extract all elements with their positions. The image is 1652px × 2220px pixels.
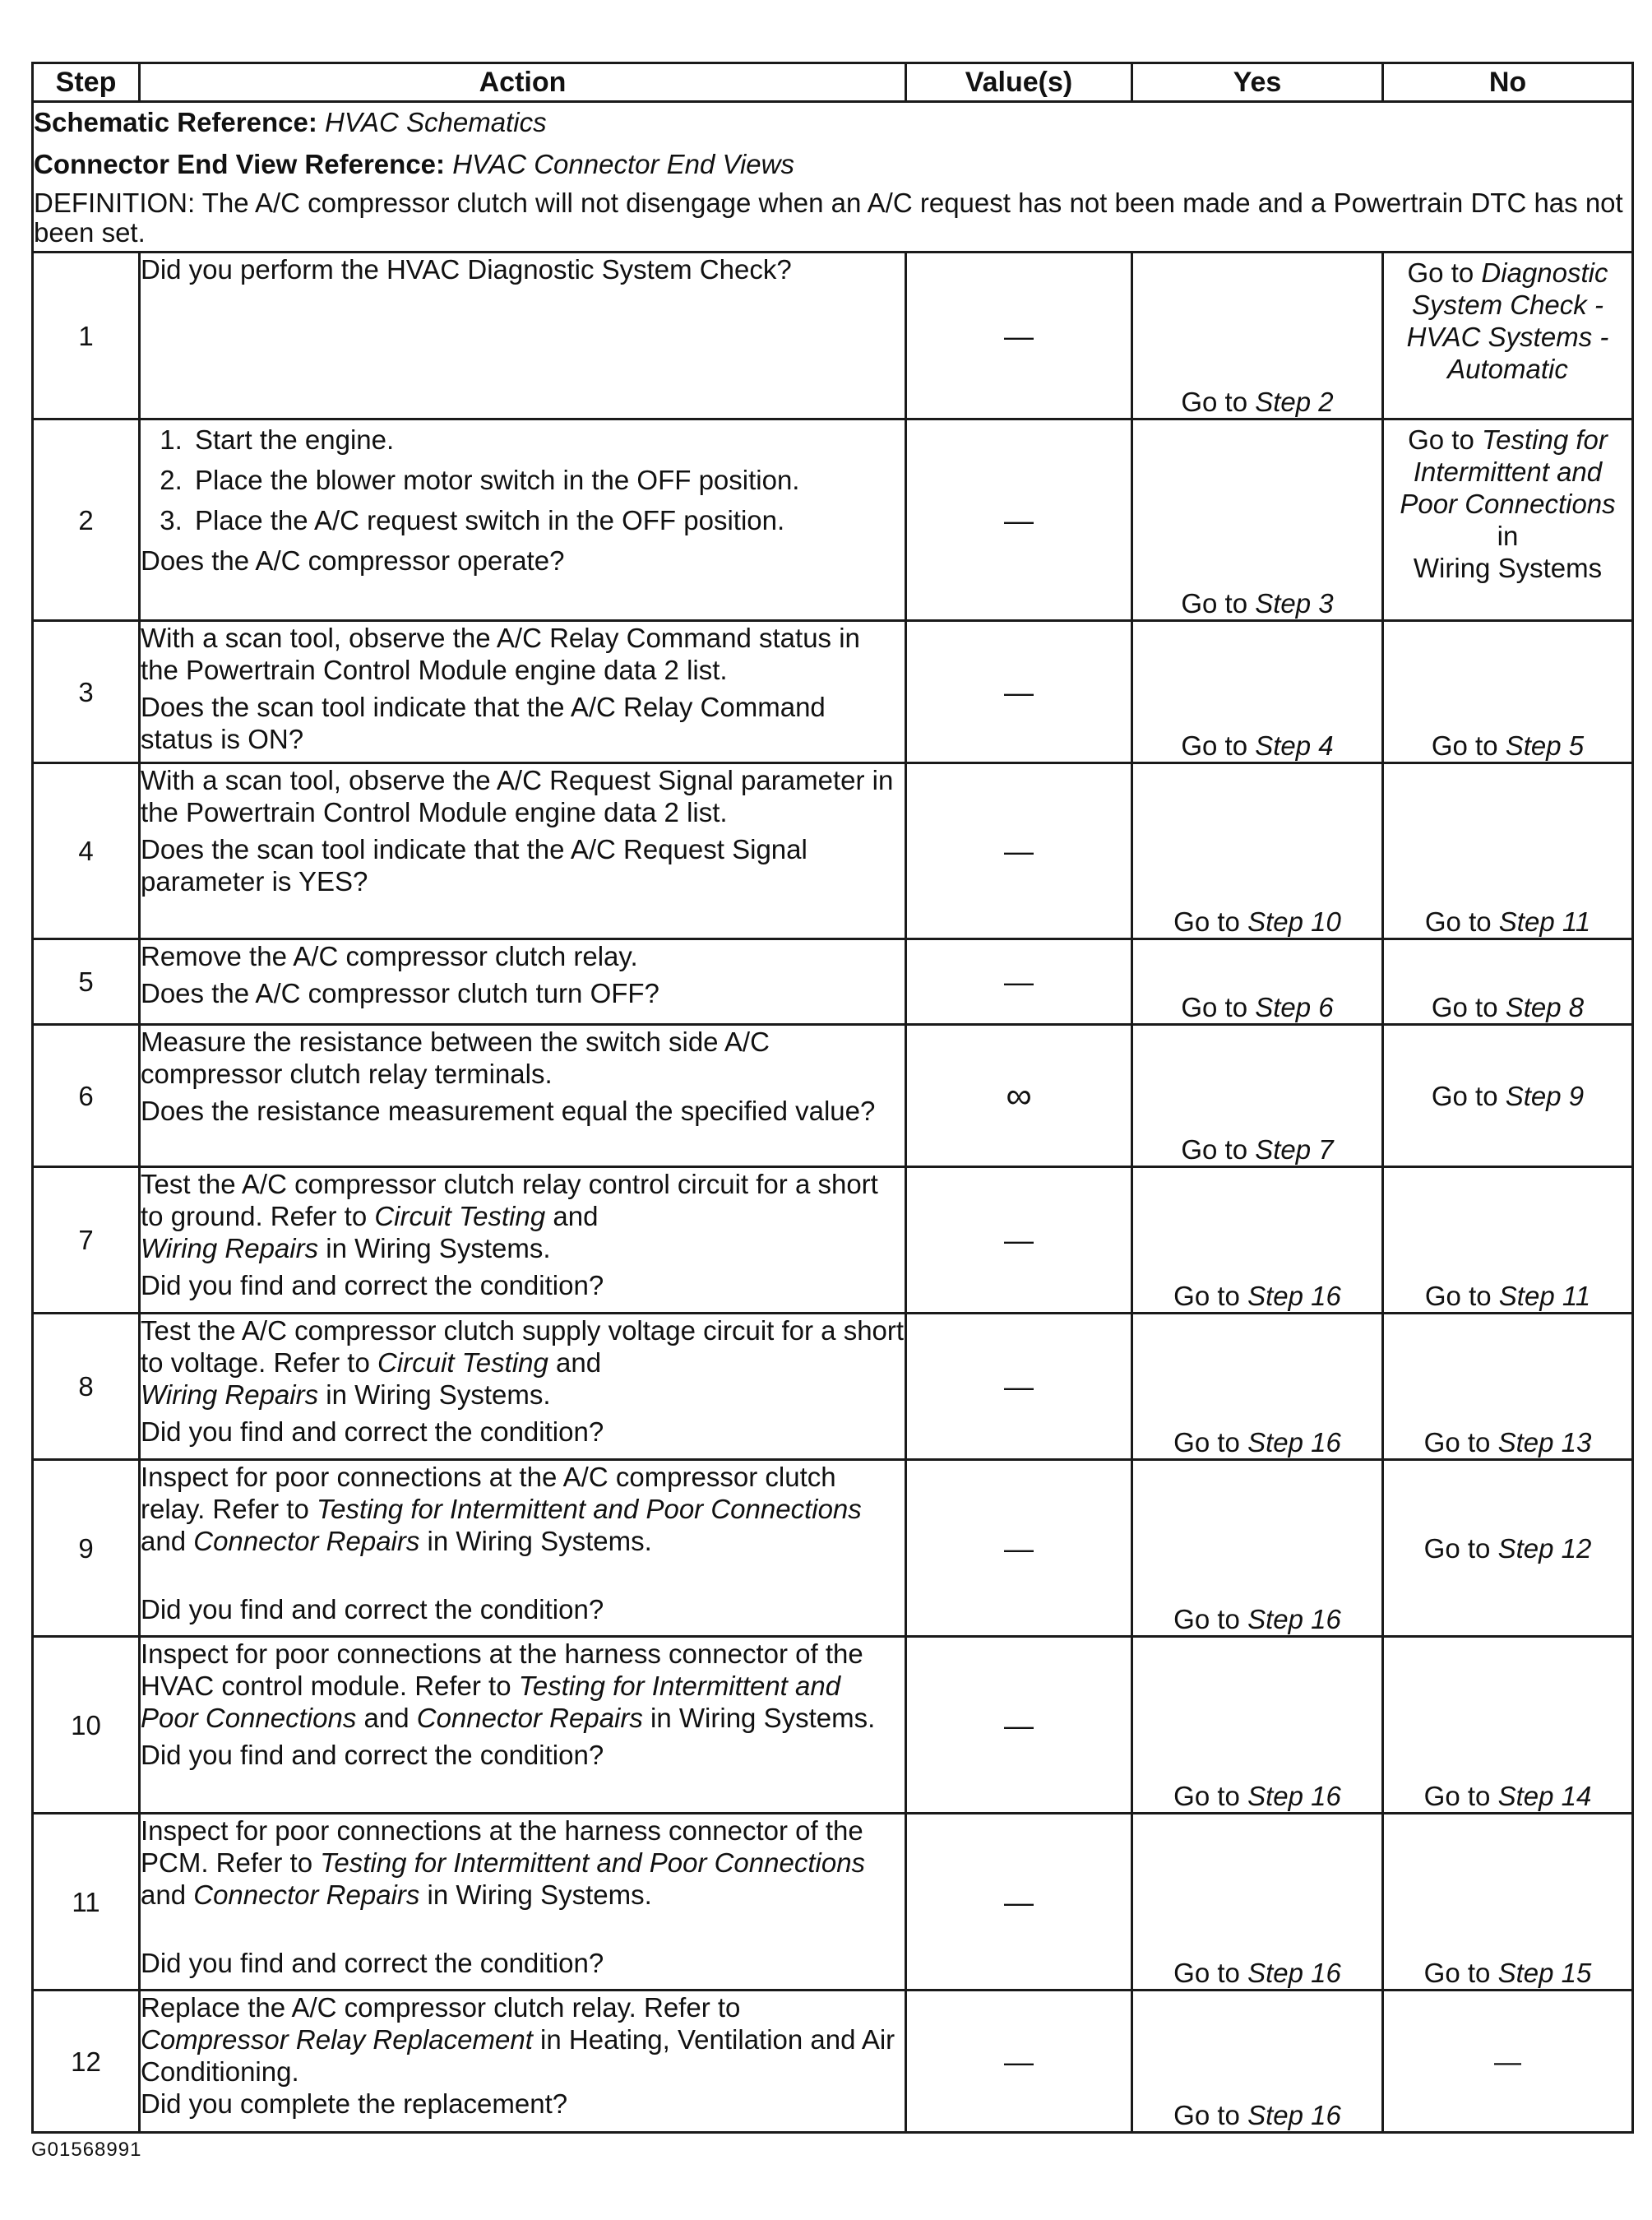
action-text-part: and	[141, 1526, 194, 1556]
goto-step: Step 16	[1247, 1781, 1341, 1811]
value-cell: —	[906, 1314, 1132, 1460]
yes-goto[interactable]	[1132, 1025, 1383, 1167]
value-cell: —	[906, 763, 1132, 939]
circuit-testing-link[interactable]: Circuit Testing	[374, 1201, 546, 1231]
action-text-part: Test the A/C compressor clutch supply voltage circuit for a short to voltage. Refer to	[141, 1315, 905, 1378]
no-goto[interactable]	[1383, 621, 1633, 763]
action-text	[141, 1168, 905, 1264]
table-header-row	[33, 63, 1633, 102]
goto-step: Step 9	[1505, 1080, 1585, 1111]
table-row	[33, 1460, 1633, 1637]
action-cell	[140, 1025, 906, 1167]
action-text-part: and	[356, 1703, 417, 1733]
wiring-repairs-link[interactable]: Wiring Repairs	[141, 1379, 319, 1410]
diagnostic-table	[31, 62, 1634, 2134]
connector-repairs-link[interactable]: Connector Repairs	[416, 1703, 643, 1733]
yes-goto[interactable]	[1132, 1991, 1383, 2133]
goto-step: Step 16	[1247, 1427, 1341, 1458]
goto-step: Step 15	[1497, 1958, 1592, 1988]
goto-step: Step 16	[1247, 1604, 1341, 1634]
value-cell: —	[906, 939, 1132, 1025]
step-number: 10	[33, 1637, 140, 1814]
action-text-part: and	[545, 1201, 599, 1231]
yes-goto[interactable]	[1132, 1167, 1383, 1314]
table-row	[33, 253, 1633, 419]
goto-suffix: in	[1497, 521, 1519, 551]
no-goto[interactable]	[1383, 1814, 1633, 1991]
yes-goto[interactable]	[1132, 763, 1383, 939]
action-question: Did you complete the replacement?	[141, 2088, 568, 2119]
goto-prefix: Go to	[1423, 1958, 1491, 1988]
goto-prefix: Go to	[1423, 1781, 1491, 1811]
goto-prefix: Go to	[1173, 1427, 1240, 1458]
header-action: Action	[140, 63, 906, 102]
action-text-part: Replace the A/C compressor clutch relay. Refer to	[141, 1992, 741, 2023]
goto-prefix: Go to	[1431, 730, 1498, 761]
action-question: Does the A/C compressor operate?	[141, 545, 565, 576]
goto-prefix: Go to	[1424, 1281, 1492, 1311]
table-row	[33, 1637, 1633, 1814]
value-cell: —	[906, 1814, 1132, 1991]
action-cell	[140, 1991, 906, 2133]
action-text	[141, 1314, 905, 1411]
testing-intermittent-link[interactable]: Testing for Intermittent and Poor Connections	[316, 1494, 862, 1524]
figure-code: G01568991	[31, 2139, 142, 2161]
action-text: With a scan tool, observe the A/C Request Signal parameter in the Powertrain Control Module engine data 2 list.	[141, 765, 894, 827]
no-value: —	[1383, 1991, 1633, 2133]
connector-repairs-link[interactable]: Connector Repairs	[193, 1879, 420, 1910]
goto-prefix: Go to	[1407, 257, 1474, 288]
diagnostic-page	[31, 62, 1631, 2134]
yes-goto[interactable]	[1132, 1314, 1383, 1460]
value-cell: —	[906, 1637, 1132, 1814]
goto-prefix: Go to	[1431, 1080, 1498, 1111]
goto-prefix: Go to	[1181, 730, 1248, 761]
header-no: No	[1383, 63, 1633, 102]
goto-step: Step 13	[1497, 1427, 1592, 1458]
value-cell: —	[906, 1460, 1132, 1637]
connector-reference-link[interactable]: HVAC Connector End Views	[452, 149, 794, 179]
action-text	[141, 1814, 905, 1911]
goto-prefix: Go to	[1423, 1532, 1491, 1564]
no-goto[interactable]	[1383, 763, 1633, 939]
connector-repairs-link[interactable]: Connector Repairs	[193, 1526, 420, 1556]
value-cell: ∞	[906, 1025, 1132, 1167]
goto-step: Step 14	[1497, 1781, 1592, 1811]
wiring-repairs-link[interactable]: Wiring Repairs	[141, 1233, 319, 1263]
goto-suffix: Wiring Systems	[1413, 553, 1603, 583]
no-goto[interactable]	[1383, 1460, 1633, 1637]
action-text: Remove the A/C compressor clutch relay.	[141, 941, 638, 971]
definition-text: DEFINITION: The A/C compressor clutch will not disengage when an A/C request has not been made and a Powertrain DTC has not been set.	[34, 188, 1623, 248]
no-goto[interactable]	[1383, 939, 1633, 1025]
goto-step: Step 3	[1255, 588, 1334, 619]
goto-step: Step 16	[1247, 1958, 1341, 1988]
action-cell	[140, 621, 906, 763]
action-question: Does the scan tool indicate that the A/C Request Signal parameter is YES?	[141, 834, 807, 897]
table-row	[33, 1814, 1633, 1991]
substep-item: 1. Start the engine.	[190, 424, 905, 456]
header-step: Step	[33, 63, 140, 102]
action-question: Did you find and correct the condition?	[141, 1416, 604, 1447]
table-row	[33, 1314, 1633, 1460]
action-cell	[140, 1460, 906, 1637]
step-number: 11	[33, 1814, 140, 1991]
action-cell	[140, 763, 906, 939]
action-text-part: in Heating, Ventilation and Air Conditioning.	[141, 2024, 895, 2087]
action-text	[141, 1461, 905, 1557]
testing-intermittent-link[interactable]: Testing for Intermittent and Poor Connections	[141, 1671, 841, 1733]
schematic-reference-link[interactable]: HVAC Schematics	[325, 107, 547, 137]
action-text: Did you perform the HVAC Diagnostic System Check?	[140, 253, 906, 419]
goto-prefix: Go to	[1173, 2100, 1240, 2130]
step-number: 12	[33, 1991, 140, 2133]
goto-step: Step 7	[1255, 1134, 1334, 1165]
goto-step: Step 16	[1247, 1281, 1341, 1311]
action-question: Did you find and correct the condition?	[141, 1270, 604, 1300]
action-text	[141, 1991, 905, 2088]
substep-item: 3. Place the A/C request switch in the OFF position.	[190, 504, 905, 536]
goto-step: Step 11	[1498, 1281, 1591, 1311]
goto-prefix: Go to	[1173, 1604, 1240, 1634]
step-number: 3	[33, 621, 140, 763]
goto-step: Step 4	[1255, 730, 1334, 761]
action-question: Did you find and correct the condition?	[141, 1594, 604, 1624]
goto-prefix: Go to	[1424, 906, 1492, 937]
connector-reference-label: Connector End View Reference:	[34, 149, 446, 179]
substep-item: 2. Place the blower motor switch in the OFF position.	[190, 464, 905, 496]
goto-prefix: Go to	[1408, 424, 1474, 455]
goto-step: Step 11	[1498, 906, 1591, 937]
goto-prefix: Go to	[1181, 387, 1248, 417]
goto-prefix: Go to	[1423, 1427, 1491, 1458]
action-text-part: Test the A/C compressor clutch relay control circuit for a short to ground. Refer to	[141, 1169, 878, 1231]
action-question: Did you find and correct the condition?	[141, 1948, 604, 1978]
table-row	[33, 419, 1633, 621]
value-cell: —	[906, 1991, 1132, 2133]
table-row	[33, 621, 1633, 763]
action-question: Does the scan tool indicate that the A/C Relay Command status is ON?	[141, 692, 826, 754]
action-cell	[140, 1167, 906, 1314]
goto-prefix: Go to	[1181, 588, 1248, 619]
yes-goto[interactable]	[1132, 253, 1383, 419]
action-cell	[140, 419, 906, 621]
value-cell: —	[906, 621, 1132, 763]
table-row	[33, 939, 1633, 1025]
yes-goto[interactable]	[1132, 939, 1383, 1025]
no-goto[interactable]	[1383, 253, 1633, 419]
step-number: 6	[33, 1025, 140, 1167]
action-text-part: and	[548, 1347, 602, 1378]
action-text	[141, 1638, 905, 1734]
goto-step: Step 16	[1247, 2100, 1341, 2130]
action-text-part: Inspect for poor connections at the harness connector of the HVAC control module. Refer to	[141, 1638, 863, 1701]
action-question: Does the A/C compressor clutch turn OFF?	[141, 978, 659, 1008]
action-question: Did you find and correct the condition?	[141, 1740, 604, 1770]
yes-goto[interactable]	[1132, 1637, 1383, 1814]
step-number: 8	[33, 1314, 140, 1460]
goto-prefix: Go to	[1181, 992, 1248, 1022]
goto-step: Step 5	[1505, 730, 1585, 761]
schematic-reference-label: Schematic Reference:	[34, 107, 317, 137]
goto-prefix: Go to	[1173, 1781, 1240, 1811]
goto-step: Step 6	[1255, 992, 1334, 1022]
action-cell	[140, 1314, 906, 1460]
no-goto[interactable]	[1383, 1314, 1633, 1460]
connector-reference	[34, 148, 1631, 180]
yes-goto[interactable]	[1132, 621, 1383, 763]
action-text: With a scan tool, observe the A/C Relay Command status in the Powertrain Control Module engine data 2 list.	[141, 623, 860, 685]
yes-goto[interactable]	[1132, 419, 1383, 621]
goto-prefix: Go to	[1173, 906, 1240, 937]
substep-list	[141, 424, 905, 536]
step-number: 9	[33, 1460, 140, 1637]
step-number: 7	[33, 1167, 140, 1314]
action-text-part: Inspect for poor connections at the A/C compressor clutch relay. Refer to	[141, 1462, 836, 1524]
header-values: Value(s)	[906, 63, 1132, 102]
value-cell: —	[906, 419, 1132, 621]
action-text-part: in Wiring Systems.	[642, 1703, 876, 1733]
header-yes: Yes	[1132, 63, 1383, 102]
step-number: 5	[33, 939, 140, 1025]
table-row	[33, 1991, 1633, 2133]
compressor-relay-replacement-link[interactable]: Compressor Relay Replacement	[141, 2024, 533, 2055]
testing-intermittent-link[interactable]: Testing for Intermittent and Poor Connections	[320, 1847, 866, 1878]
step-number: 2	[33, 419, 140, 621]
action-cell	[140, 1814, 906, 1991]
goto-link: Diagnostic System Check - HVAC Systems - Automatic	[1406, 257, 1609, 384]
action-text-part: Inspect for poor connections at the harness connector of the PCM. Refer to	[141, 1815, 863, 1878]
no-goto[interactable]	[1383, 1025, 1633, 1167]
action-cell	[140, 1637, 906, 1814]
reference-row	[33, 102, 1633, 253]
step-number: 4	[33, 763, 140, 939]
table-row	[33, 763, 1633, 939]
no-goto[interactable]	[1383, 1637, 1633, 1814]
reference-cell	[33, 102, 1633, 253]
action-text-part: in Wiring Systems.	[318, 1233, 551, 1263]
goto-step: Step 8	[1505, 992, 1585, 1022]
action-cell	[140, 939, 906, 1025]
goto-prefix: Go to	[1173, 1958, 1240, 1988]
no-goto[interactable]	[1383, 1167, 1633, 1314]
action-text-part: in Wiring Systems.	[419, 1879, 652, 1910]
schematic-reference	[34, 106, 1631, 138]
action-question: Does the resistance measurement equal the specified value?	[141, 1096, 876, 1126]
action-text-part: and	[141, 1879, 194, 1910]
value-cell: —	[906, 1167, 1132, 1314]
action-text-part: in Wiring Systems.	[419, 1526, 652, 1556]
goto-prefix: Go to	[1181, 1134, 1248, 1165]
circuit-testing-link[interactable]: Circuit Testing	[377, 1347, 548, 1378]
goto-step: Step 10	[1247, 906, 1341, 937]
goto-link: Testing for Intermittent and Poor Connections	[1400, 424, 1616, 519]
goto-prefix: Go to	[1173, 1281, 1240, 1311]
step-number: 1	[33, 253, 140, 419]
table-row	[33, 1167, 1633, 1314]
yes-goto[interactable]	[1132, 1814, 1383, 1991]
goto-prefix: Go to	[1431, 992, 1498, 1022]
goto-step: Step 2	[1255, 387, 1334, 417]
value-cell: —	[906, 253, 1132, 419]
no-goto[interactable]	[1383, 419, 1633, 621]
table-row	[33, 1025, 1633, 1167]
action-text: Measure the resistance between the switch side A/C compressor clutch relay terminals.	[141, 1027, 770, 1089]
yes-goto[interactable]	[1132, 1460, 1383, 1637]
action-text-part: in Wiring Systems.	[318, 1379, 551, 1410]
goto-step: Step 12	[1497, 1532, 1592, 1564]
